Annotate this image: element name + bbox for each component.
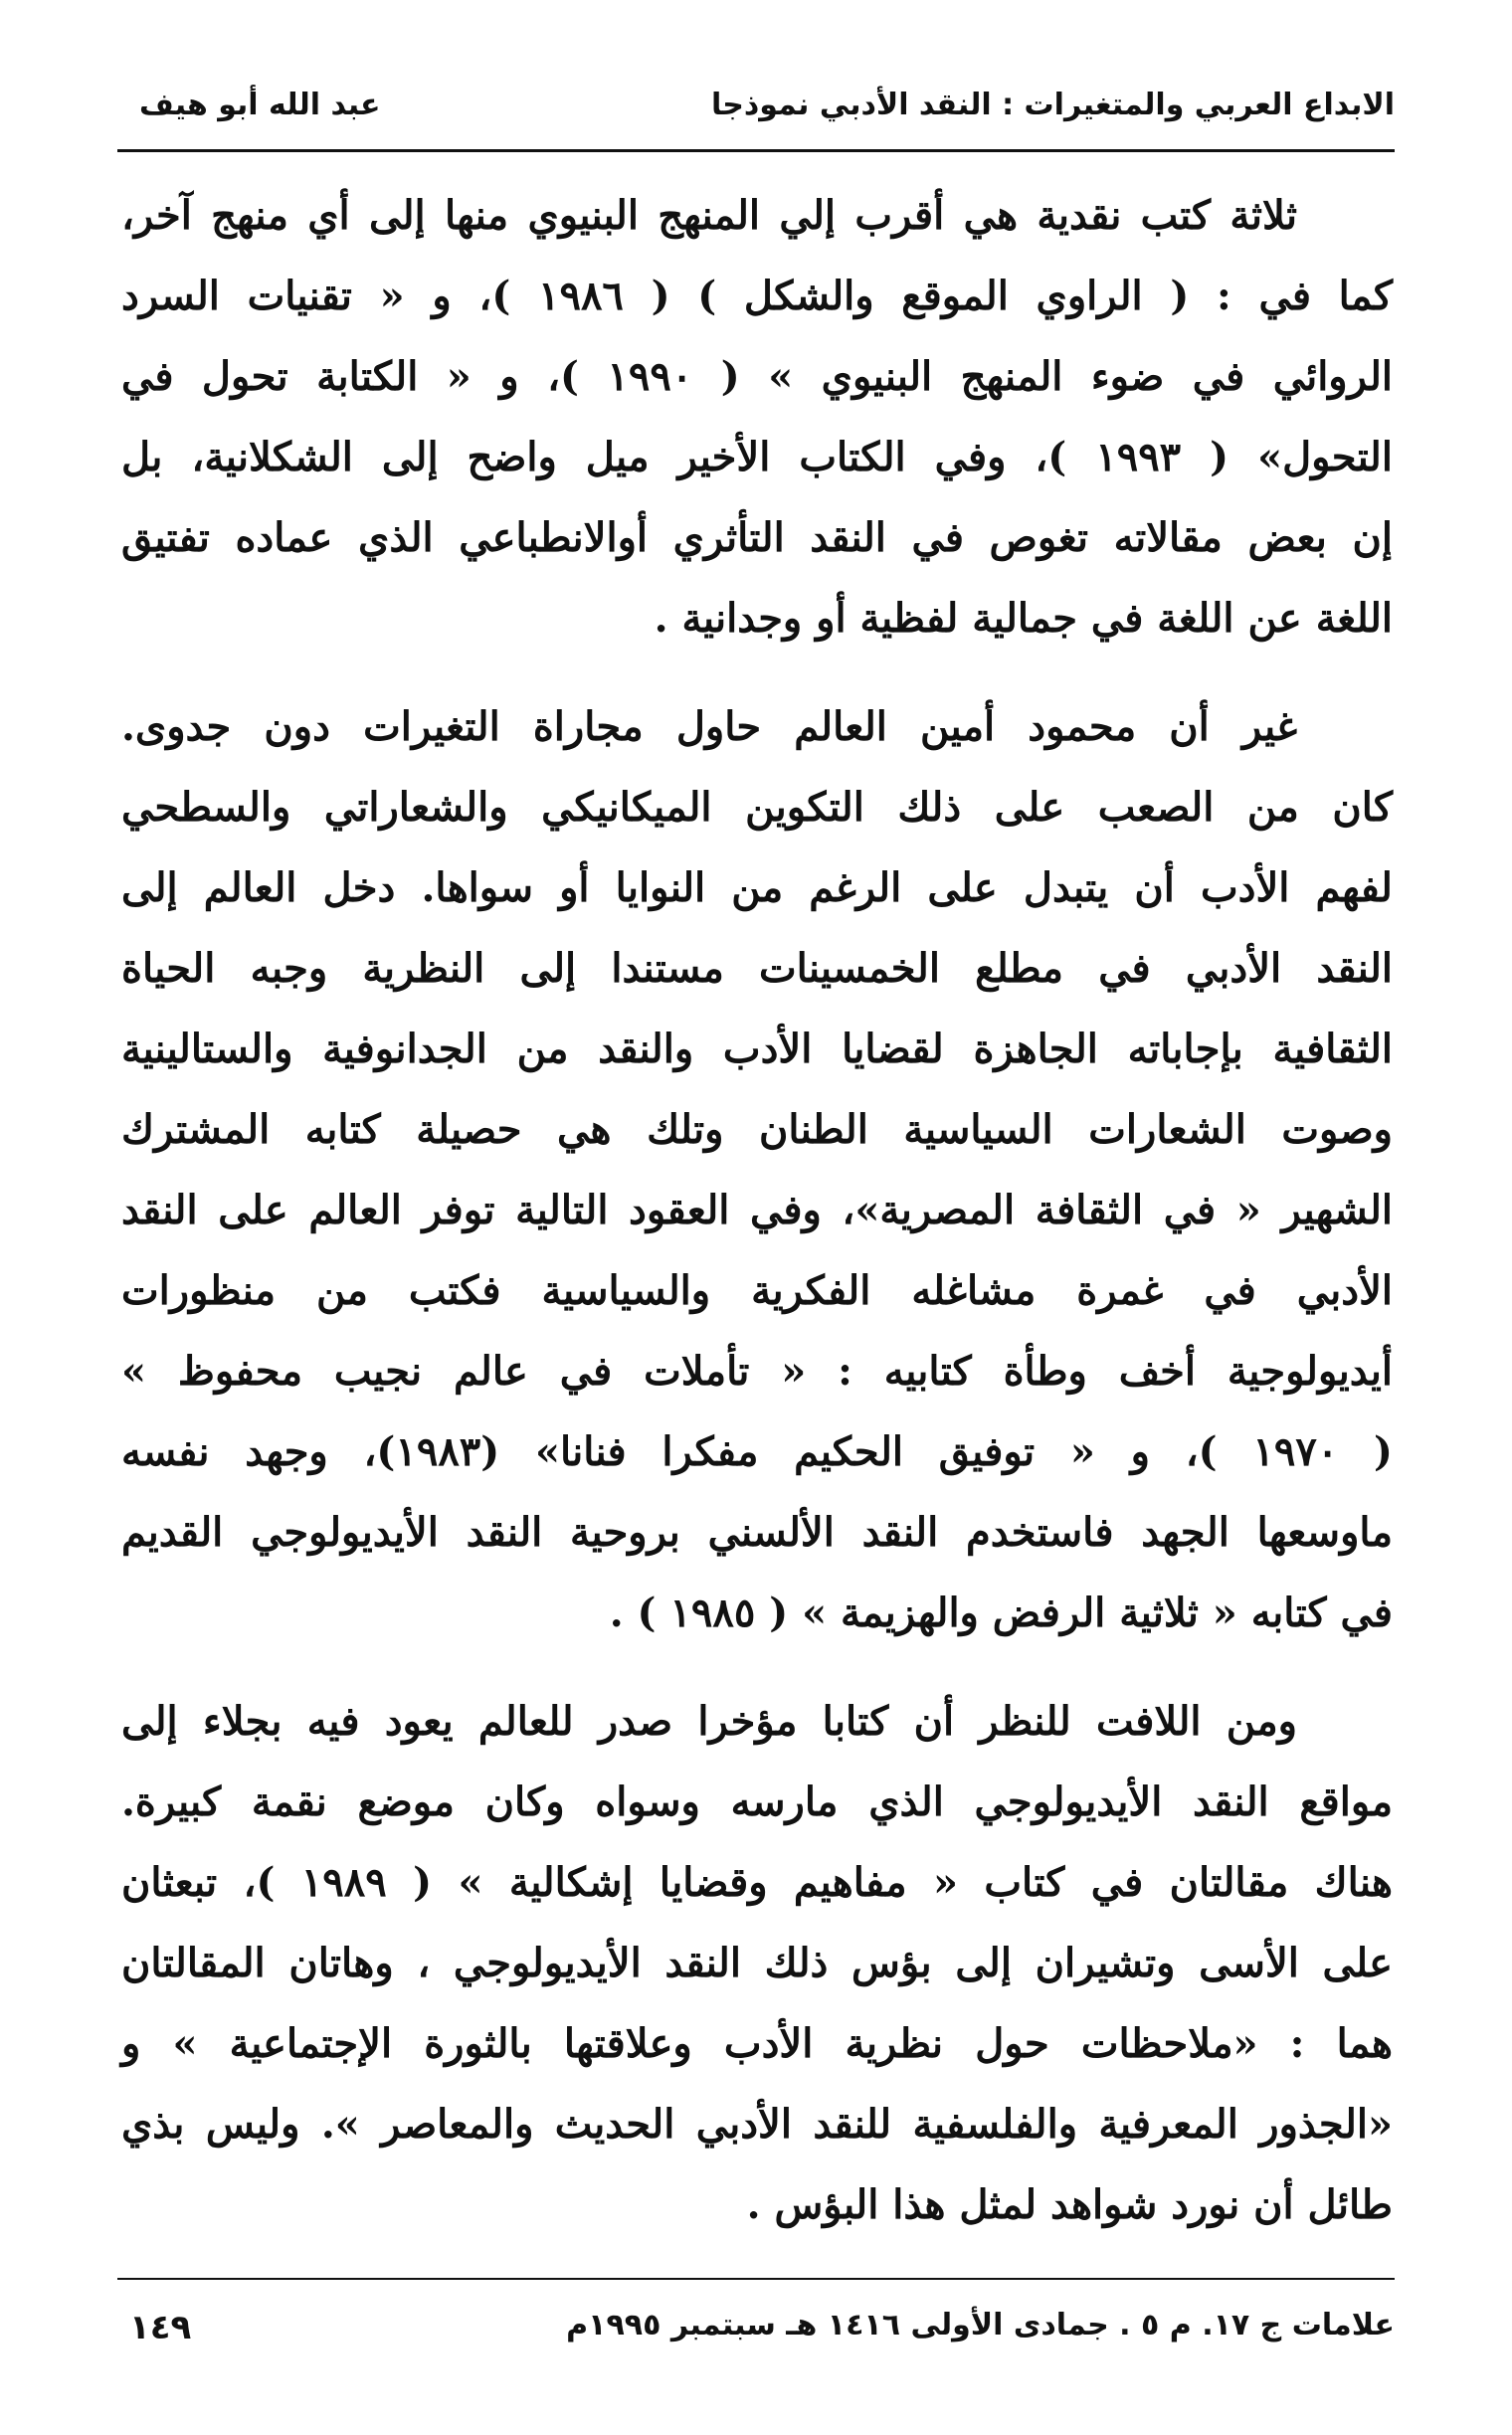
text-line: اللغة عن اللغة في جمالية لفظية أو وجدانية . [654,595,1393,642]
text-line: الروائي في ضوء المنهج البنيوي » ( ١٩٩٠ )، و « الكتابة تحول في [121,353,1393,400]
paragraph [121,1681,1393,2245]
text-line: ثلاثة كتب نقدية هي أقرب إلي المنهج البنيوي منها إلى أي منهج آخر، [121,192,1297,239]
text-line: كان من الصعب على ذلك التكوين الميكانيكي والشعاراتي والسطحي [121,784,1393,831]
header-author: عبد الله أبو هيف [139,88,381,122]
paragraph [121,686,1393,1653]
page-number: ١٤٩ [129,2308,192,2347]
text-line: كما في : ( الراوي الموقع والشكل ) ( ١٩٨٦ )، و « تقنيات السرد [121,273,1394,319]
text-line: النقد الأدبي في مطلع الخمسينات مستندا إلى النظرية وجبه الحياة [121,945,1393,992]
text-line: طائل أن نورد شواهد لمثل هذا البؤس . [746,2181,1393,2228]
text-line: في كتابه « ثلاثية الرفض والهزيمة » ( ١٩٨٥ ) . [609,1590,1393,1636]
text-line: مواقع النقد الأيديولوجي الذي مارسه وسواه وكان موضع نقمة كبيرة. [121,1779,1393,1825]
paragraph [121,175,1393,658]
text-line: الأدبي في غمرة مشاغله الفكرية والسياسية فكتب من منظورات [121,1267,1393,1314]
text-line: هناك مقالتان في كتاب « مفاهيم وقضايا إشكالية » ( ١٩٨٩ )، تبعثان [121,1859,1393,1906]
text-line: على الأسى وتشيران إلى بؤس ذلك النقد الأيديولوجي ، وهاتان المقالتان [121,1940,1393,1986]
text-line: الشهير « في الثقافة المصرية»، وفي العقود التالية توفر العالم على النقد [121,1187,1394,1233]
footer-divider [117,2278,1395,2280]
running-footer [117,2298,1395,2357]
text-line: وصوت الشعارات السياسية الطنان وتلك هي حصيلة كتابه المشترك [121,1106,1393,1153]
header-divider [117,149,1395,152]
text-line: لفهم الأدب أن يتبدل على الرغم من النوايا أو سواها. دخل العالم إلى [121,864,1393,911]
text-line: ومن اللافت للنظر أن كتابا مؤخرا صدر للعالم يعود فيه بجلاء إلى [121,1698,1297,1745]
text-line: ( ١٩٧٠ )، و « توفيق الحكيم مفكرا فنانا» (١٩٨٣)، وجهد نفسه [121,1428,1393,1475]
text-line: إن بعض مقالاته تغوص في النقد التأثري أوالانطباعي الذي عماده تفتيق [121,514,1393,561]
body-text [121,175,1393,2273]
header-title: الابداع العربي والمتغيرات : النقد الأدبي نموذجا [710,88,1395,122]
running-header [117,70,1395,149]
text-line: ماوسعها الجهد فاستخدم النقد الألسني بروحية النقد الأيديولوجي القديم [121,1509,1393,1556]
text-line: الثقافية بإجاباته الجاهزة لقضايا الأدب والنقد من الجدانوفية والستالينية [121,1026,1393,1072]
text-line: أيديولوجية أخف وطأة كتابيه : « تأملات في عالم نجيب محفوظ » [121,1348,1393,1395]
text-line: التحول» ( ١٩٩٣ )، وفي الكتاب الأخير ميل واضح إلى الشكلانية، بل [121,434,1393,480]
text-line: «الجذور المعرفية والفلسفية للنقد الأدبي الحديث والمعاصر ». وليس بذي [121,2101,1393,2148]
text-line: هما : «ملاحظات حول نظرية الأدب وعلاقتها بالثورة الإجتماعية » و [121,2020,1393,2067]
text-line: غير أن محمود أمين العالم حاول مجاراة التغيرات دون جدوى. [121,703,1297,750]
footer-citation: علامات ج ١٧. م ٥ . جمادى الأولى ١٤١٦ هـ سبتمبر ١٩٩٥م [566,2308,1395,2342]
